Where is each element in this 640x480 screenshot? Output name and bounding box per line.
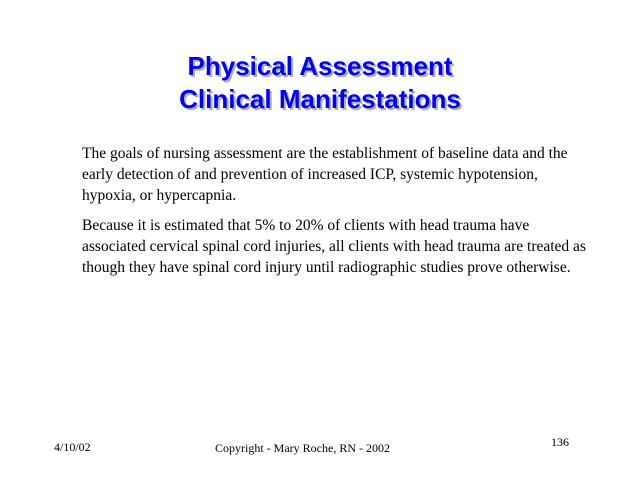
footer-date: 4/10/02 [54, 440, 91, 454]
footer-copyright: Copyright - Mary Roche, RN - 2002 [215, 441, 390, 455]
slide-title [0, 50, 640, 116]
paragraph-spinal-injury: Because it is estimated that 5% to 20% of clients with head trauma have associated cervical spinal cord injuries, all clients with head trauma are treated as though they have spinal cord injury until radiographic studies prove otherwise. [82, 217, 586, 276]
page-number: 136 [551, 435, 569, 449]
title-line-2: Clinical Manifestations [179, 84, 461, 114]
title-line-1: Physical Assessment [187, 51, 453, 81]
paragraph-goals: The goals of nursing assessment are the establishment of baseline data and the early detection of and prevention of increased ICP, systemic hypotension, hypoxia, or hypercapnia. [82, 145, 568, 204]
slide-body [82, 143, 592, 287]
